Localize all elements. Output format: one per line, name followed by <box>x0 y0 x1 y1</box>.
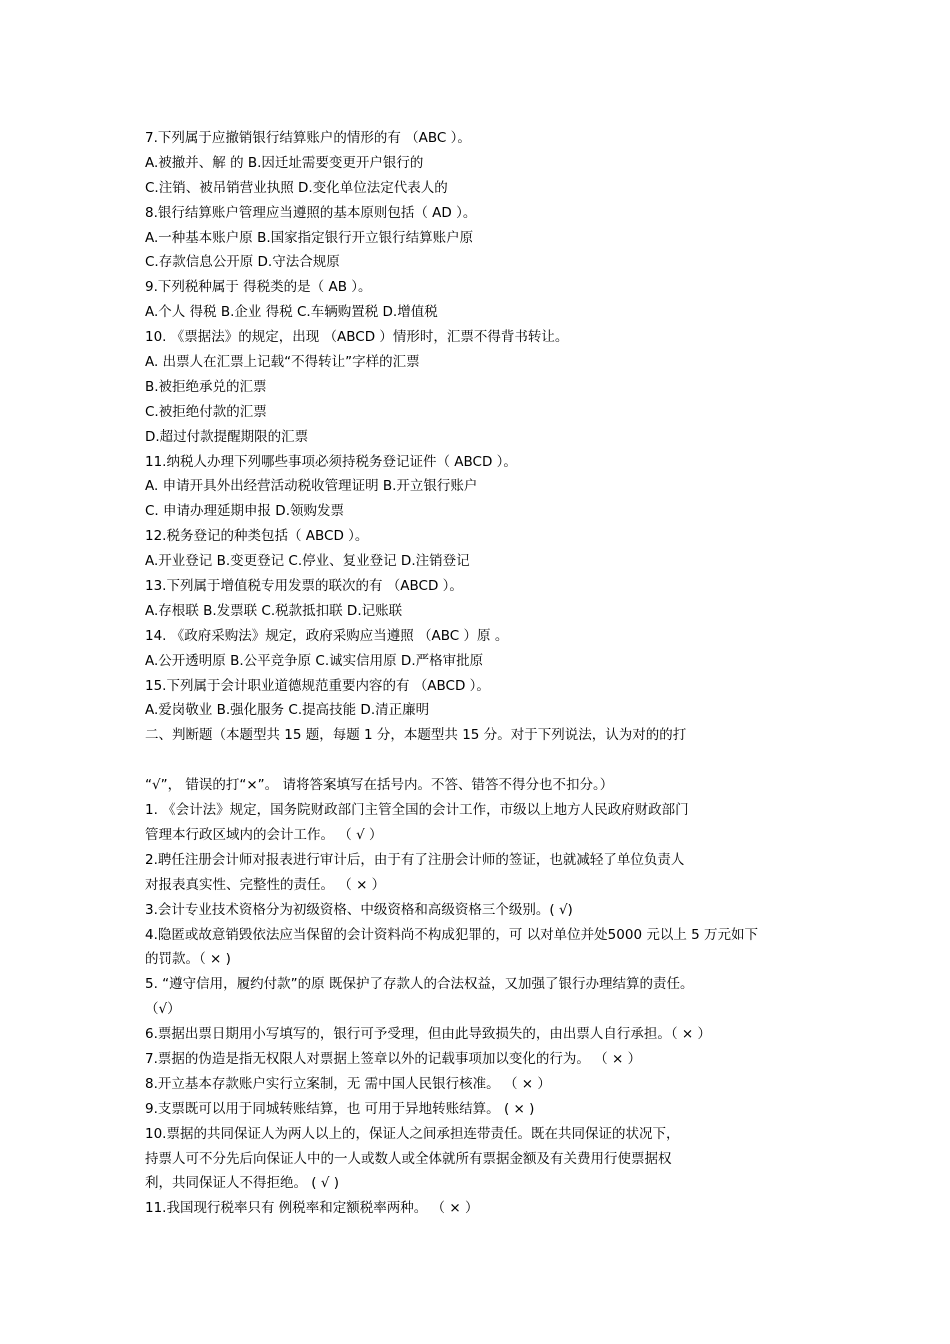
text-line: C.注销、被吊销营业执照 D.变化单位法定代表人的 <box>145 179 448 196</box>
text-line: 11.我国现行税率只有 例税率和定额税率两种。 （ × ） <box>145 1200 479 1217</box>
text-line: 管理本行政区域内的会计工作。 （ √ ） <box>145 826 383 843</box>
text-line: 5. “遵守信用，履约付款”的原 既保护了存款人的合法权益，又加强了银行办理结算的责任。 <box>145 976 694 993</box>
text-line: 利，共同保证人不得拒绝。 ( √ ) <box>145 1175 340 1192</box>
text-line: 8.银行结算账户管理应当遵照的基本原则包括（ AD ）。 <box>145 204 477 221</box>
text-line: A.公开透明原 B.公平竞争原 C.诚实信用原 D.严格审批原 <box>145 652 484 669</box>
text-line: A.开业登记 B.变更登记 C.停业、复业登记 D.注销登记 <box>145 553 470 570</box>
text-line: 14. 《政府采购法》规定，政府采购应当遵照 （ABC ）原 。 <box>145 627 509 644</box>
text-line: 6.票据出票日期用小写填写的，银行可予受理，但由此导致损失的，由出票人自行承担。（ × ） <box>145 1026 712 1043</box>
text-line: 9.支票既可以用于同城转账结算，也 可用于异地转账结算。 ( × ) <box>145 1100 535 1117</box>
text-line: 13.下列属于增值税专用发票的联次的有 （ABCD ）。 <box>145 578 463 595</box>
text-line: 10.票据的共同保证人为两人以上的，保证人之间承担连带责任。既在共同保证的状况下， <box>145 1125 680 1142</box>
text-line: A.爱岗敬业 B.强化服务 C.提高技能 D.清正廉明 <box>145 702 430 719</box>
text-line: B.被拒绝承兑的汇票 <box>145 378 267 395</box>
text-line: （√） <box>145 1001 181 1018</box>
section-heading: 二、判断题（本题型共 15 题，每题 1 分，本题型共 15 分。对于下列说法，认为对的的打 <box>145 727 687 744</box>
text-line: C.存款信息公开原 D.守法合规原 <box>145 254 340 271</box>
text-line: 12.税务登记的种类包括（ ABCD ）。 <box>145 528 369 545</box>
blank-line <box>145 748 845 773</box>
document-body <box>145 126 845 1221</box>
text-line: 10. 《票据法》的规定，出现 （ABCD ）情形时，汇票不得背书转让。 <box>145 329 569 346</box>
text-line: 9.下列税种属于 得税类的是（ AB ）。 <box>145 279 372 296</box>
text-line: 15.下列属于会计职业道德规范重要内容的有 （ABCD ）。 <box>145 677 490 694</box>
text-line: 持票人可不分先后向保证人中的一人或数人或全体就所有票据金额及有关费用行使票据权 <box>145 1150 672 1167</box>
text-line: 1. 《会计法》规定，国务院财政部门主管全国的会计工作，市级以上地方人民政府财政部门 <box>145 802 689 819</box>
text-line: 3.会计专业技术资格分为初级资格、中级资格和高级资格三个级别。( √) <box>145 901 573 918</box>
text-line: 7.票据的伪造是指无权限人对票据上签章以外的记载事项加以变化的行为。 （ × ） <box>145 1050 642 1067</box>
text-line: 对报表真实性、完整性的责任。 （ × ） <box>145 876 386 893</box>
text-line: A. 出票人在汇票上记载“不得转让”字样的汇票 <box>145 354 420 371</box>
text-line: A.个人 得税 B.企业 得税 C.车辆购置税 D.增值税 <box>145 304 438 321</box>
text-line: C. 申请办理延期申报 D.领购发票 <box>145 503 344 520</box>
text-line: A.被撤并、解 的 B.因迁址需要变更开户银行的 <box>145 154 424 171</box>
text-line: A. 申请开具外出经营活动税收管理证明 B.开立银行账户 <box>145 478 478 495</box>
text-line: D.超过付款提醒期限的汇票 <box>145 428 309 445</box>
text-line: “√”， 错误的打“×”。 请将答案填写在括号内。不答、错答不得分也不扣分。） <box>145 777 614 794</box>
text-line: 11.纳税人办理下列哪些事项必须持税务登记证件（ ABCD ）。 <box>145 453 517 470</box>
text-line: A.一种基本账户原 B.国家指定银行开立银行结算账户原 <box>145 229 474 246</box>
text-line: C.被拒绝付款的汇票 <box>145 403 267 420</box>
text-line: 4.隐匿或故意销毁依法应当保留的会计资料尚不构成犯罪的，可 以对单位并处5000 元以上 5 万元如下 <box>145 926 758 943</box>
text-line: A.存根联 B.发票联 C.税款抵扣联 D.记账联 <box>145 602 403 619</box>
text-line: 的罚款。（ × ) <box>145 951 231 968</box>
text-line: 8.开立基本存款账户实行立案制，无 需中国人民银行核准。 （ × ） <box>145 1075 551 1092</box>
text-line: 7.下列属于应撤销银行结算账户的情形的有 （ABC ）。 <box>145 130 471 146</box>
text-line: 2.聘任注册会计师对报表进行审计后，由于有了注册会计师的签证，也就减轻了单位负责人 <box>145 851 685 868</box>
